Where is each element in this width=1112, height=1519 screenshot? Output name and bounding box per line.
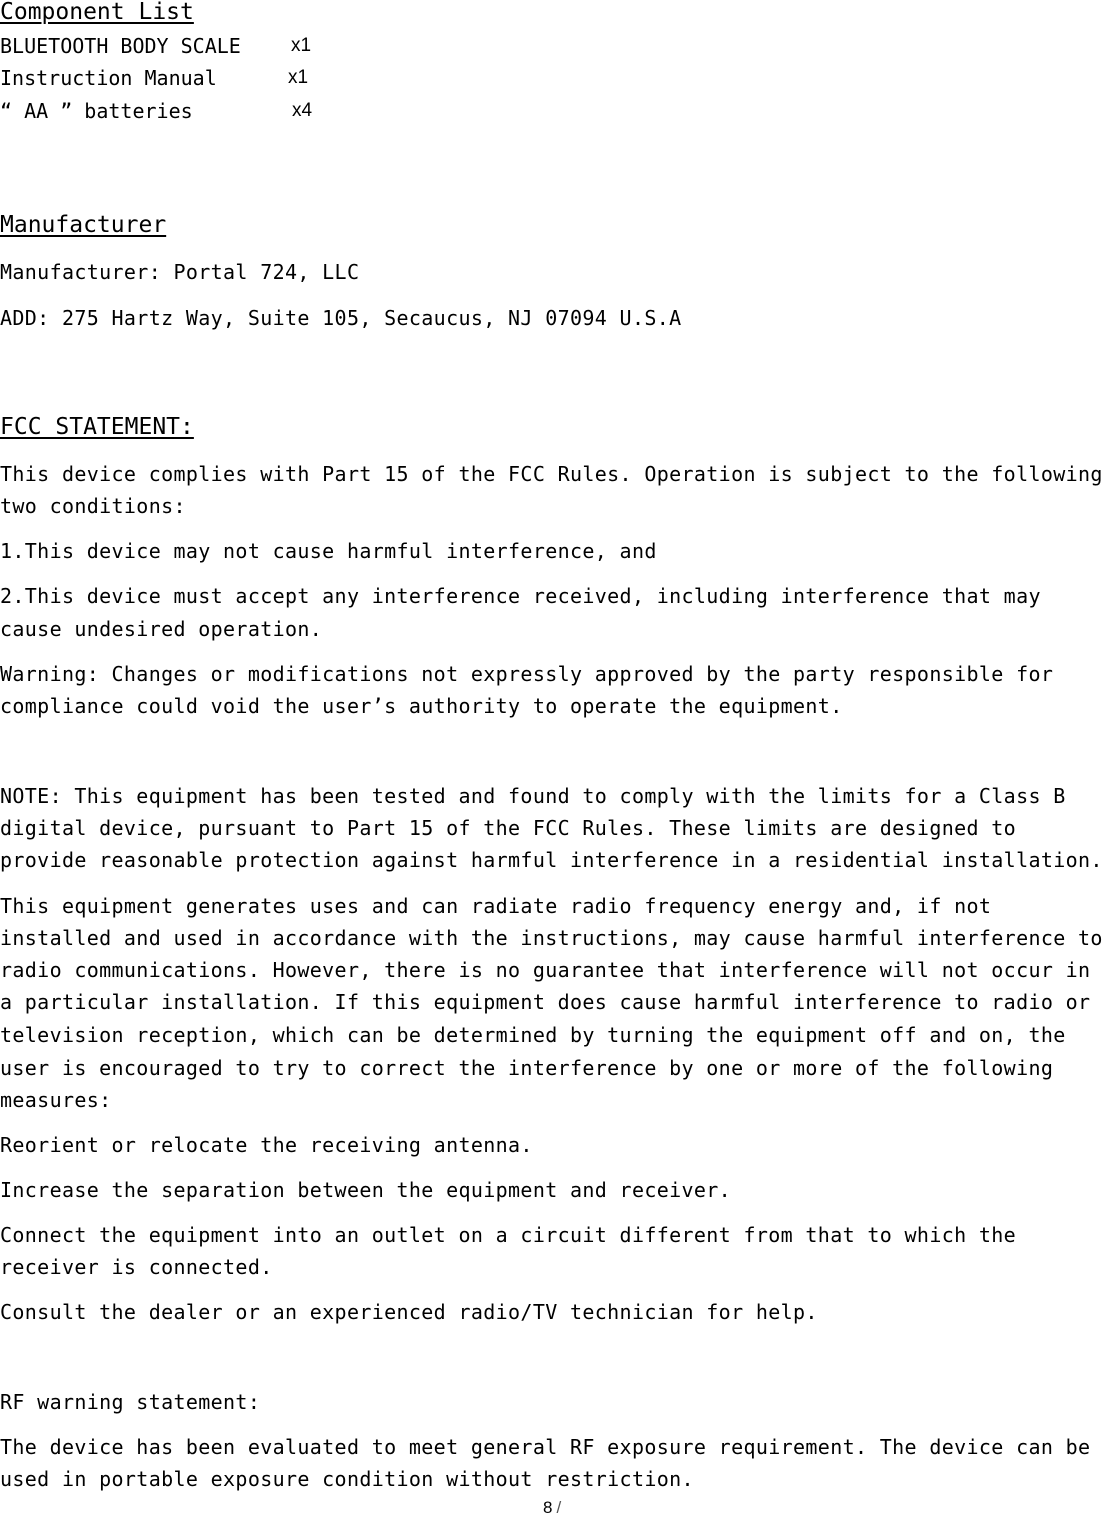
- fcc-measure-reorient: Reorient or relocate the receiving antenna.: [0, 1133, 533, 1157]
- fcc-generates-line: This equipment generates uses and can radiate radio frequency energy and, if not: [0, 894, 992, 918]
- fcc-warning-line: compliance could void the user’s authority to operate the equipment.: [0, 694, 843, 718]
- rf-heading: RF warning statement:: [0, 1390, 261, 1414]
- component-qty: x1: [288, 67, 309, 88]
- manufacturer-heading: Manufacturer: [0, 212, 167, 238]
- fcc-generates-line: user is encouraged to try to correct the interference by one or more of the following: [0, 1056, 1054, 1080]
- component-name: Instruction Manual: [0, 66, 217, 90]
- component-name: BLUETOOTH BODY SCALE: [0, 34, 241, 58]
- fcc-generates-line: radio communications. However, there is no guarantee that interference will not occur in: [0, 958, 1091, 982]
- fcc-heading: FCC STATEMENT:: [0, 414, 194, 440]
- fcc-generates-line: installed and used in accordance with the instructions, may cause harmful interference to: [0, 926, 1103, 950]
- fcc-warning-line: Warning: Changes or modifications not expressly approved by the party responsible for: [0, 662, 1054, 686]
- fcc-intro-line: This device complies with Part 15 of the FCC Rules. Operation is subject to the following: [0, 462, 1103, 486]
- fcc-generates-line: measures:: [0, 1088, 112, 1112]
- fcc-generates-line: television reception, which can be determined by turning the equipment off and on, the: [0, 1023, 1066, 1047]
- fcc-measure-increase: Increase the separation between the equipment and receiver.: [0, 1178, 732, 1202]
- manufacturer-address: ADD: 275 Hartz Way, Suite 105, Secaucus, NJ 07094 U.S.A: [0, 306, 682, 330]
- fcc-condition-1: 1.This device may not cause harmful interference, and: [0, 539, 657, 563]
- component-name: “ AA ” batteries: [0, 99, 193, 123]
- fcc-condition-2-line: cause undesired operation.: [0, 617, 323, 641]
- fcc-note-line: provide reasonable protection against harmful interference in a residential installation.: [0, 848, 1103, 872]
- component-list-heading: Component List: [0, 0, 194, 25]
- page-footer: [543, 1498, 561, 1518]
- component-item-manual: [0, 62, 420, 94]
- fcc-note-line: NOTE: This equipment has been tested and found to comply with the limits for a Class B: [0, 784, 1066, 808]
- page-number: 8: [543, 1498, 553, 1517]
- component-qty: x1: [291, 35, 312, 56]
- fcc-measure-connect-line: receiver is connected.: [0, 1255, 273, 1279]
- manufacturer-name: Manufacturer: Portal 724, LLC: [0, 260, 360, 284]
- fcc-note-line: digital device, pursuant to Part 15 of the FCC Rules. These limits are designed to: [0, 816, 1017, 840]
- fcc-intro-line: two conditions:: [0, 494, 186, 518]
- component-item-scale: [0, 30, 420, 62]
- page-separator: /: [556, 1498, 562, 1517]
- fcc-generates-line: a particular installation. If this equipment does cause harmful interference to radio or: [0, 990, 1091, 1014]
- fcc-measure-connect-line: Connect the equipment into an outlet on a circuit different from that to which the: [0, 1223, 1017, 1247]
- rf-body-line: The device has been evaluated to meet general RF exposure requirement. The device can be: [0, 1435, 1091, 1459]
- fcc-measure-consult: Consult the dealer or an experienced radio/TV technician for help.: [0, 1300, 818, 1324]
- component-qty: x4: [292, 100, 313, 121]
- fcc-condition-2-line: 2.This device must accept any interference received, including interference that may: [0, 584, 1041, 608]
- component-item-batteries: [0, 95, 420, 127]
- rf-body-line: used in portable exposure condition without restriction.: [0, 1467, 694, 1491]
